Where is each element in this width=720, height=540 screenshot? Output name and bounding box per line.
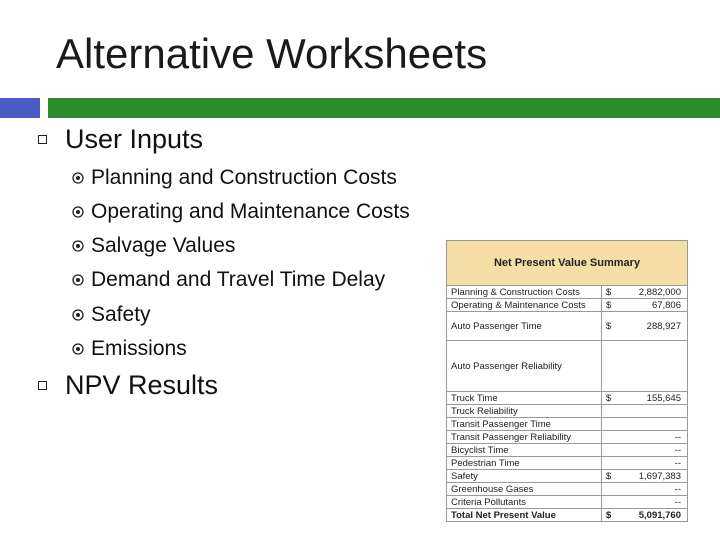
row-currency bbox=[602, 457, 622, 469]
subbullet-label: Emissions bbox=[91, 337, 187, 360]
subbullet-label: Demand and Travel Time Delay bbox=[91, 268, 386, 291]
row-value bbox=[622, 341, 687, 391]
subbullet-item bbox=[72, 336, 187, 362]
circle-target-bullet-icon bbox=[72, 240, 84, 252]
row-value bbox=[622, 418, 687, 430]
table-row bbox=[447, 392, 687, 405]
table-row bbox=[447, 312, 687, 341]
subbullet-item bbox=[72, 199, 410, 225]
table-row bbox=[447, 470, 687, 483]
subbullet-item bbox=[72, 165, 397, 191]
row-value: 5,091,760 bbox=[638, 510, 681, 521]
row-currency: $ bbox=[606, 299, 612, 311]
row-value: -- bbox=[674, 457, 681, 469]
subbullet-label: Planning and Construction Costs bbox=[91, 166, 397, 189]
row-currency bbox=[602, 341, 622, 391]
row-label: Transit Passenger Reliability bbox=[447, 431, 602, 443]
circle-target-bullet-icon bbox=[72, 172, 84, 184]
bullet-label: User Inputs bbox=[65, 124, 204, 154]
row-value: 2,882,000 bbox=[638, 286, 681, 298]
row-value: -- bbox=[674, 444, 681, 456]
row-currency bbox=[602, 444, 622, 456]
row-currency: $ bbox=[606, 392, 612, 404]
row-label: Pedestrian Time bbox=[447, 457, 602, 469]
subbullet-item bbox=[72, 302, 151, 328]
row-label: Planning & Construction Costs bbox=[447, 286, 602, 298]
square-bullet-icon bbox=[38, 135, 47, 144]
row-value: 1,697,383 bbox=[638, 470, 681, 482]
accent-bar-green bbox=[48, 98, 720, 118]
row-currency bbox=[602, 496, 622, 508]
circle-target-bullet-icon bbox=[72, 309, 84, 321]
subbullet-label: Operating and Maintenance Costs bbox=[91, 200, 410, 223]
row-value: 155,645 bbox=[646, 392, 681, 404]
bullet-npv-results bbox=[38, 370, 218, 401]
row-currency: $ bbox=[606, 510, 612, 521]
bullet-label: NPV Results bbox=[65, 370, 219, 400]
circle-target-bullet-icon bbox=[72, 206, 84, 218]
circle-target-bullet-icon bbox=[72, 343, 84, 355]
row-currency bbox=[602, 483, 622, 495]
table-row bbox=[447, 496, 687, 509]
subbullet-label: Salvage Values bbox=[91, 234, 236, 257]
row-label: Operating & Maintenance Costs bbox=[447, 299, 602, 311]
table-row bbox=[447, 457, 687, 470]
row-currency: $ bbox=[606, 320, 612, 332]
row-label: Transit Passenger Time bbox=[447, 418, 602, 430]
row-value bbox=[622, 405, 687, 417]
table-row bbox=[447, 431, 687, 444]
npv-table-title: Net Present Value Summary bbox=[447, 241, 687, 286]
table-row bbox=[447, 483, 687, 496]
row-label: Auto Passenger Reliability bbox=[447, 341, 602, 391]
slide-title: Alternative Worksheets bbox=[56, 30, 488, 77]
row-currency: $ bbox=[606, 470, 612, 482]
subbullet-item bbox=[72, 233, 235, 259]
table-row bbox=[447, 286, 687, 299]
table-row bbox=[447, 418, 687, 431]
accent-bar-blue bbox=[0, 98, 40, 118]
table-row bbox=[447, 405, 687, 418]
row-label: Bicyclist Time bbox=[447, 444, 602, 456]
table-row bbox=[447, 341, 687, 392]
row-label: Total Net Present Value bbox=[447, 509, 602, 522]
row-value: 67,806 bbox=[651, 299, 681, 311]
row-currency bbox=[602, 405, 622, 417]
row-label: Truck Time bbox=[447, 392, 602, 404]
row-label: Auto Passenger Time bbox=[447, 312, 602, 340]
subbullet-item bbox=[72, 267, 385, 293]
row-value: -- bbox=[674, 431, 681, 443]
row-currency bbox=[602, 431, 622, 443]
circle-target-bullet-icon bbox=[72, 274, 84, 286]
row-currency: $ bbox=[606, 286, 612, 298]
row-value: -- bbox=[674, 496, 681, 508]
subbullet-label: Safety bbox=[91, 303, 151, 326]
row-label: Safety bbox=[447, 470, 602, 482]
row-value: 288,927 bbox=[646, 320, 681, 332]
row-label: Greenhouse Gases bbox=[447, 483, 602, 495]
table-row bbox=[447, 444, 687, 457]
square-bullet-icon bbox=[38, 381, 47, 390]
table-row bbox=[447, 299, 687, 312]
table-row-total bbox=[447, 509, 687, 522]
row-label: Truck Reliability bbox=[447, 405, 602, 417]
row-currency bbox=[602, 418, 622, 430]
row-label: Criteria Pollutants bbox=[447, 496, 602, 508]
bullet-user-inputs bbox=[38, 124, 203, 155]
npv-summary-table bbox=[446, 240, 688, 522]
row-value: -- bbox=[674, 483, 681, 495]
